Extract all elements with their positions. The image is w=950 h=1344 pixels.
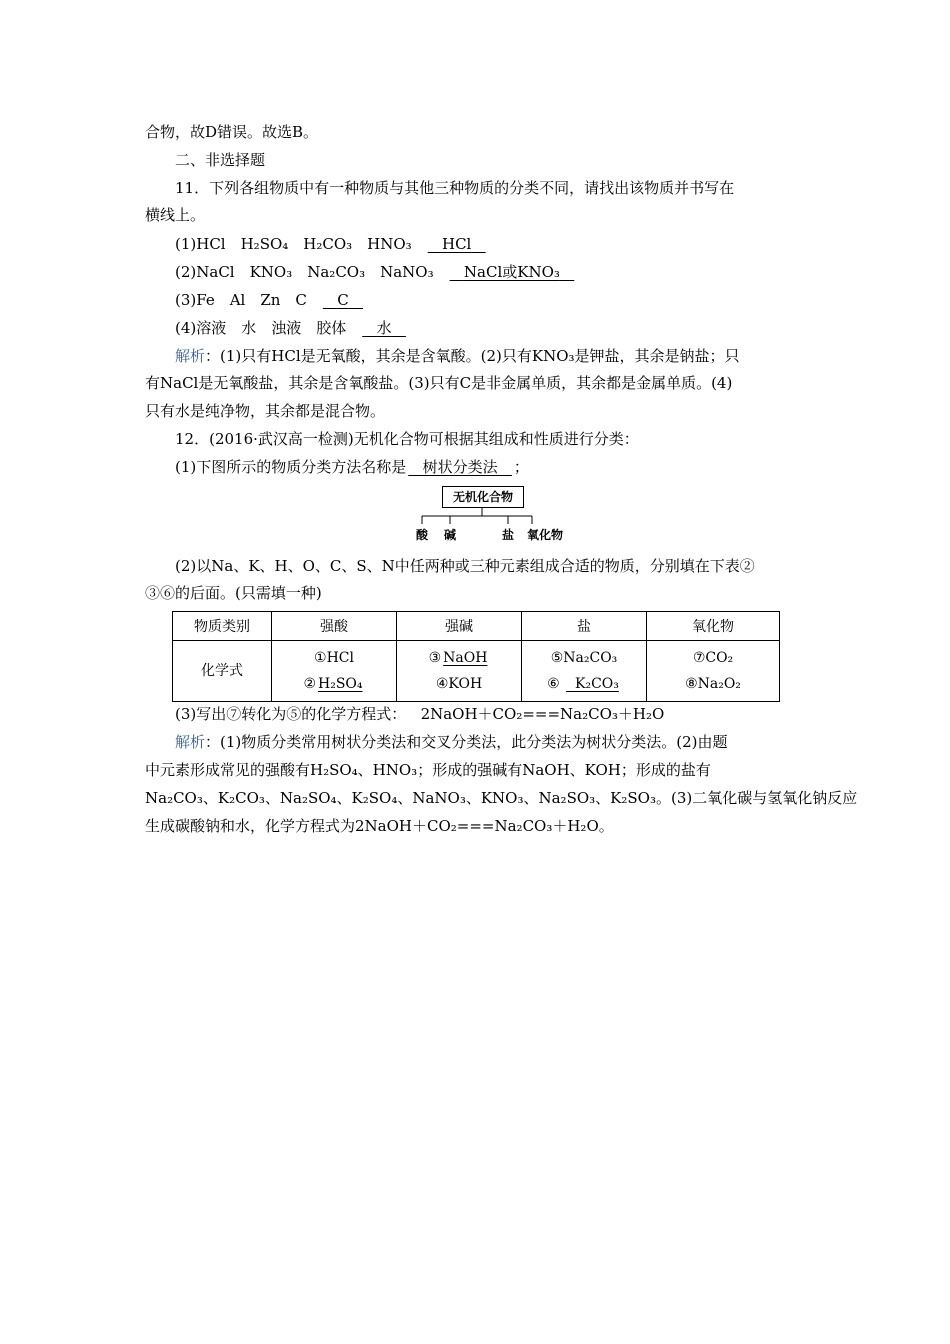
q12-part-2-line-1: (2)以Na、K、H、O、C、S、N中任两种或三种元素组成合适的物质，分别填在下表② <box>175 557 755 575</box>
analysis-12-line-3: Na₂CO₃、K₂CO₃、Na₂SO₄、K₂SO₄、NaNO₃、KNO₃、Na₂SO₃、K₂SO₃。(3)二氧化碳与氢氧化钠反应 <box>145 789 858 807</box>
table-row <box>173 641 780 702</box>
table-header-cell: 物质类别 <box>173 612 272 641</box>
tree-leaf-oxide: 氧化物 <box>527 528 564 542</box>
table-cell-oxide: ⑦CO₂ ⑧Na₂O₂ <box>647 641 780 702</box>
q11-item-1 <box>175 234 488 254</box>
table-cell-salt: ⑤Na₂CO₃ ⑥ K₂CO₃ <box>522 641 647 702</box>
q12-part-1: (1)下图所示的物质分类方法名称是 树状分类法 ； <box>175 458 529 476</box>
q11-item-4-answer: 水 <box>376 319 392 337</box>
tree-root-node: 无机化合物 <box>442 486 524 508</box>
q12-part-3: (3)写出⑦转化为⑤的化学方程式： 2NaOH＋CO₂===Na₂CO₃＋H₂O <box>175 705 665 723</box>
table-answer: H₂SO₄ <box>318 676 363 692</box>
q12-part-1-answer: 树状分类法 <box>422 458 498 476</box>
analysis-12-line-1: 解析：(1)物质分类常用树状分类法和交叉分类法，此分类法为树状分类法。(2)由题 <box>175 733 728 751</box>
q11-item-3-answer: C <box>337 291 349 309</box>
analysis-11-line-3: 只有水是纯净物，其余都是混合物。 <box>145 402 386 420</box>
table-header-row <box>173 612 780 641</box>
classification-table <box>172 611 780 702</box>
table-cell-strong-acid: ①HCl ② H₂SO₄ <box>272 641 397 702</box>
analysis-12-line-4: 生成碳酸钠和水，化学方程式为2NaOH＋CO₂===Na₂CO₃＋H₂O。 <box>145 817 614 835</box>
table-cell-strong-base: ③ NaOH ④KOH <box>397 641 522 702</box>
tree-leaf-acid: 酸 <box>416 528 429 542</box>
q11-item-1-label: (1)HCl H₂SO₄ H₂CO₃ HNO₃ <box>175 235 412 253</box>
q11-item-2 <box>175 262 576 282</box>
question-12-text: 12．(2016·武汉高一检测)无机化合物可根据其组成和性质进行分类： <box>175 430 639 448</box>
tree-leaf-salt: 盐 <box>502 528 515 542</box>
analysis-11-line-1: 解析：(1)只有HCl是无氧酸，其余是含氧酸。(2)只有KNO₃是钾盐，其余是钠盐；只 <box>175 347 740 365</box>
table-header-cell: 强碱 <box>397 612 522 641</box>
classification-tree-diagram <box>405 486 595 546</box>
q11-item-2-label: (2)NaCl KNO₃ Na₂CO₃ NaNO₃ <box>175 263 434 281</box>
q11-item-3 <box>175 290 365 310</box>
table-header-cell: 盐 <box>522 612 647 641</box>
analysis-label: 解析 <box>175 347 206 365</box>
section-heading: 二、非选择题 <box>175 151 266 169</box>
table-header-cell: 强酸 <box>272 612 397 641</box>
q12-part-3-answer: 2NaOH＋CO₂===Na₂CO₃＋H₂O <box>420 705 665 723</box>
analysis-11-line-2: 有NaCl是无氧酸盐，其余是含氧酸盐。(3)只有C是非金属单质，其余都是金属单质。(4) <box>145 374 733 392</box>
q11-item-4 <box>175 318 408 338</box>
analysis-12-line-2: 中元素形成常见的强酸有H₂SO₄、HNO₃；形成的强碱有NaOH、KOH；形成的盐有 <box>145 761 711 779</box>
table-row-label: 化学式 <box>173 641 272 702</box>
q11-item-2-answer: NaCl或KNO₃ <box>463 263 560 281</box>
q12-part-2-line-2: ③⑥的后面。(只需填一种) <box>145 584 322 602</box>
table-header-cell: 氧化物 <box>647 612 780 641</box>
q11-item-4-label: (4)溶液 水 浊液 胶体 <box>175 319 347 337</box>
analysis-label: 解析 <box>175 733 206 751</box>
question-11-text-cont: 横线上。 <box>145 206 206 224</box>
text-line: 合物，故D错误。故选B。 <box>145 123 319 141</box>
tree-leaf-base: 碱 <box>444 528 457 542</box>
table-answer: NaOH <box>443 650 488 666</box>
q11-item-3-label: (3)Fe Al Zn C <box>175 291 307 309</box>
question-11-text: 11．下列各组物质中有一种物质与其他三种物质的分类不同，请找出该物质并书写在 <box>175 179 735 197</box>
q11-item-1-answer: HCl <box>442 235 472 253</box>
table-answer: K₂CO₃ <box>575 676 619 692</box>
